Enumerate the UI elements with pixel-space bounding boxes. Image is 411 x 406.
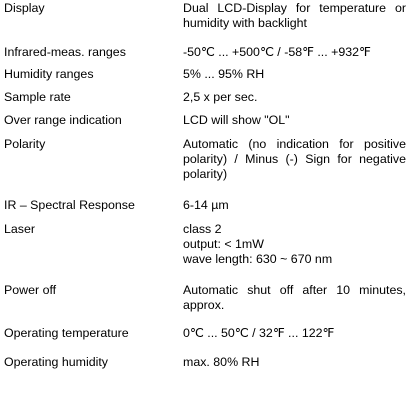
spec-label: Humidity ranges — [4, 67, 94, 81]
spec-value: 0℃ ... 50℃ / 32℉ ... 122℉ — [183, 326, 335, 340]
spec-label: Power off — [4, 283, 57, 297]
spec-value: 2,5 x per sec. — [183, 90, 258, 104]
spec-label: Display — [4, 1, 45, 15]
spec-value — [183, 222, 406, 267]
laser-output: output: < 1mW — [183, 237, 264, 251]
spec-row-ir-spectral-response — [4, 198, 406, 222]
laser-wave-length: wave length: 630 ~ 670 nm — [183, 252, 333, 266]
spec-row-laser — [4, 222, 406, 283]
spec-label: Over range indication — [4, 113, 122, 127]
spec-value: Automatic (no indication for positive polarity) / Minus (-) Sign for negative polarity) — [183, 137, 406, 181]
spec-value: max. 80% RH — [183, 355, 260, 369]
spec-row-humidity-ranges — [4, 67, 406, 90]
spec-row-over-range — [4, 113, 406, 137]
spec-value: 5% ... 95% RH — [183, 67, 265, 81]
spec-row-operating-temperature — [4, 326, 406, 355]
spec-row-power-off — [4, 283, 406, 326]
spec-row-infrared-ranges — [4, 45, 406, 67]
spec-label: Laser — [4, 222, 35, 236]
spec-value: 6-14 µm — [183, 198, 229, 212]
spec-label: Operating humidity — [4, 355, 108, 369]
spec-label: Operating temperature — [4, 326, 129, 340]
spec-row-display — [4, 1, 406, 45]
spec-label: Sample rate — [4, 90, 71, 104]
spec-label: Infrared-meas. ranges — [4, 45, 126, 59]
spec-row-sample-rate — [4, 90, 406, 113]
spec-label: IR – Spectral Response — [4, 198, 135, 212]
laser-class: class 2 — [183, 222, 222, 236]
spec-value: Dual LCD-Display for temperature or humidity with backlight — [183, 1, 406, 30]
spec-value: Automatic shut off after 10 minutes, approx. — [183, 283, 406, 312]
spec-value: LCD will show "OL" — [183, 113, 290, 127]
spec-row-polarity — [4, 137, 406, 198]
spec-value: -50℃ ... +500℃ / -58℉ ... +932℉ — [183, 45, 371, 59]
specification-table — [4, 1, 406, 375]
spec-row-operating-humidity — [4, 355, 406, 375]
spec-label: Polarity — [4, 137, 46, 151]
